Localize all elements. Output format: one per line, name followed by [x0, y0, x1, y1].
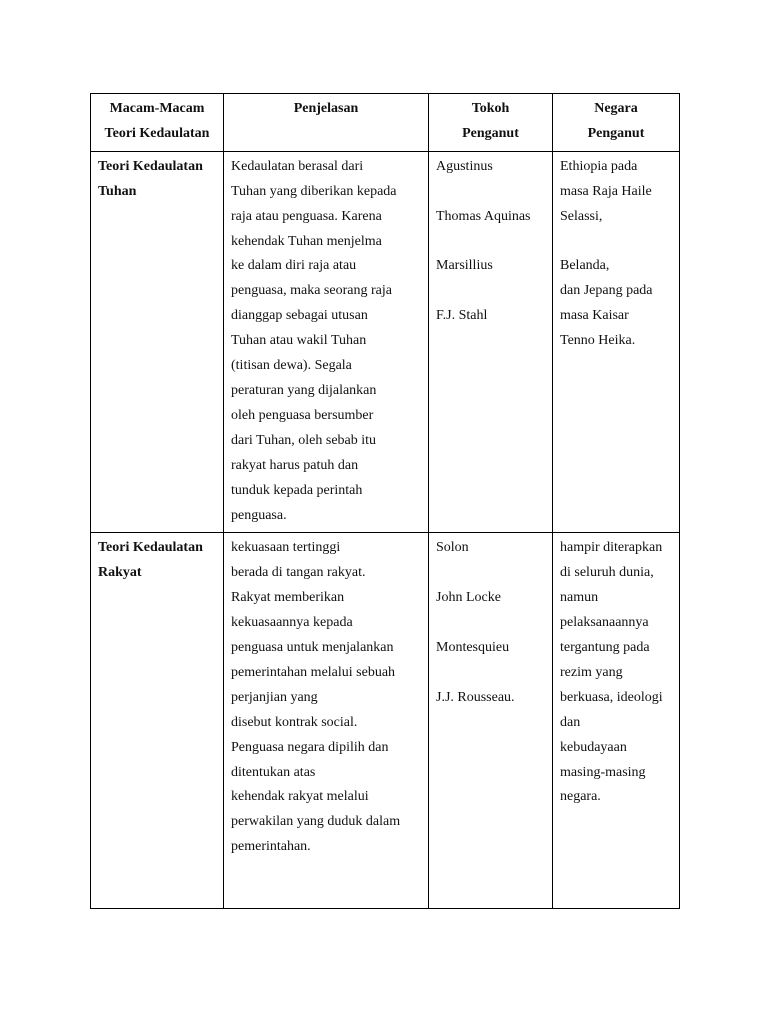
country-line: pelaksanaannya	[560, 615, 649, 631]
theory-cell	[91, 151, 224, 533]
header-line: Negara	[594, 101, 638, 116]
country-line: Selassi,	[560, 208, 603, 224]
explanation-line: oleh penguasa bersumber	[231, 407, 374, 423]
country-line: rezim yang	[560, 664, 623, 680]
theory-cell	[91, 533, 224, 909]
figure-name: Agustinus	[436, 158, 493, 174]
explanation-line: perwakilan yang duduk dalam	[231, 814, 401, 830]
spacer	[436, 611, 545, 636]
countries-cell	[553, 533, 680, 909]
explanation-line: raja atau penguasa. Karena	[231, 208, 382, 224]
explanation-line: Tuhan yang diberikan kepada	[231, 183, 397, 199]
header-line: Teori Kedaulatan	[104, 125, 210, 141]
country-line: dan Jepang pada	[560, 283, 653, 299]
explanation-line: peraturan yang dijalankan	[231, 382, 377, 398]
country-line: masing-masing	[560, 764, 646, 780]
explanation-line: Rakyat memberikan	[231, 590, 345, 606]
country-line: Belanda,	[560, 258, 610, 274]
explanation-line: ditentukan atas	[231, 764, 316, 780]
table-header-row	[91, 94, 680, 152]
country-line: Ethiopia pada	[560, 158, 638, 174]
country-line: dan	[560, 714, 581, 730]
explanation-line: Kedaulatan berasal dari	[231, 158, 364, 174]
figure-name: Montesquieu	[436, 640, 510, 655]
country-line: Tenno Heika.	[560, 333, 636, 349]
explanation-line: kekuasaannya kepada	[231, 615, 353, 631]
figure-name: J.J. Rousseau.	[436, 689, 515, 705]
explanation-line: tunduk kepada perintah	[231, 482, 363, 498]
header-countries	[553, 94, 680, 152]
explanation-cell	[224, 533, 429, 909]
countries-cell	[553, 151, 680, 533]
spacer	[436, 230, 545, 255]
country-line: namun	[560, 590, 599, 606]
explanation-line: berada di tangan rakyat.	[231, 565, 366, 581]
spacer	[436, 279, 545, 304]
explanation-line: pemerintahan melalui sebuah	[231, 664, 396, 680]
explanation-line: disebut kontrak social.	[231, 714, 358, 730]
country-line: tergantung pada	[560, 640, 650, 656]
explanation-line: (titisan dewa). Segala	[231, 358, 352, 374]
header-line: Penjelasan	[293, 101, 359, 116]
table-row	[91, 151, 680, 533]
explanation-cell	[224, 151, 429, 533]
explanation-line: penguasa untuk menjalankan	[231, 640, 394, 656]
explanation-line: rakyat harus patuh dan	[231, 457, 359, 473]
country-line: kebudayaan	[560, 739, 627, 755]
header-theory-types	[91, 94, 224, 152]
explanation-line: pemerintahan.	[231, 839, 311, 855]
theory-line: Rakyat	[98, 565, 142, 581]
header-line: Penganut	[587, 125, 645, 141]
explanation-line: kekuasaan tertinggi	[231, 540, 341, 556]
explanation-line: penguasa, maka seorang raja	[231, 283, 392, 299]
theory-line: Tuhan	[98, 183, 137, 199]
figure-name: F.J. Stahl	[436, 308, 488, 324]
theory-line: Teori Kedaulatan	[98, 540, 203, 556]
explanation-line: ke dalam diri raja atau	[231, 258, 357, 274]
explanation-line: Penguasa negara dipilih dan	[231, 739, 389, 755]
country-line: negara.	[560, 789, 601, 805]
explanation-line: dari Tuhan, oleh sebab itu	[231, 432, 377, 448]
explanation-line: penguasa.	[231, 507, 287, 523]
country-line: hampir diterapkan	[560, 540, 663, 556]
theory-line: Teori Kedaulatan	[98, 158, 203, 174]
spacer	[436, 661, 545, 686]
figure-name: Marsillius	[436, 258, 493, 274]
figure-name: John Locke	[436, 590, 501, 606]
explanation-line: Tuhan atau wakil Tuhan	[231, 333, 367, 349]
spacer	[436, 561, 545, 586]
country-line: di seluruh dunia,	[560, 565, 654, 581]
header-figures	[429, 94, 553, 152]
country-line: masa Kaisar	[560, 308, 629, 324]
explanation-line: dianggap sebagai utusan	[231, 308, 368, 324]
explanation-line: kehendak rakyat melalui	[231, 789, 369, 805]
sovereignty-theories-table	[90, 93, 680, 909]
country-line: berkuasa, ideologi	[560, 689, 663, 705]
header-line: Penganut	[462, 125, 519, 141]
figure-name: Thomas Aquinas	[436, 208, 531, 224]
header-line: Macam-Macam	[109, 101, 205, 116]
spacer	[560, 230, 672, 255]
figures-cell	[429, 533, 553, 909]
country-line: masa Raja Haile	[560, 183, 652, 199]
explanation-line: kehendak Tuhan menjelma	[231, 233, 382, 249]
header-line: Tokoh	[471, 101, 510, 116]
header-explanation	[224, 94, 429, 152]
table-row	[91, 533, 680, 909]
spacer	[436, 180, 545, 205]
figure-name: Solon	[436, 540, 469, 556]
explanation-line: perjanjian yang	[231, 689, 318, 705]
figures-cell	[429, 151, 553, 533]
